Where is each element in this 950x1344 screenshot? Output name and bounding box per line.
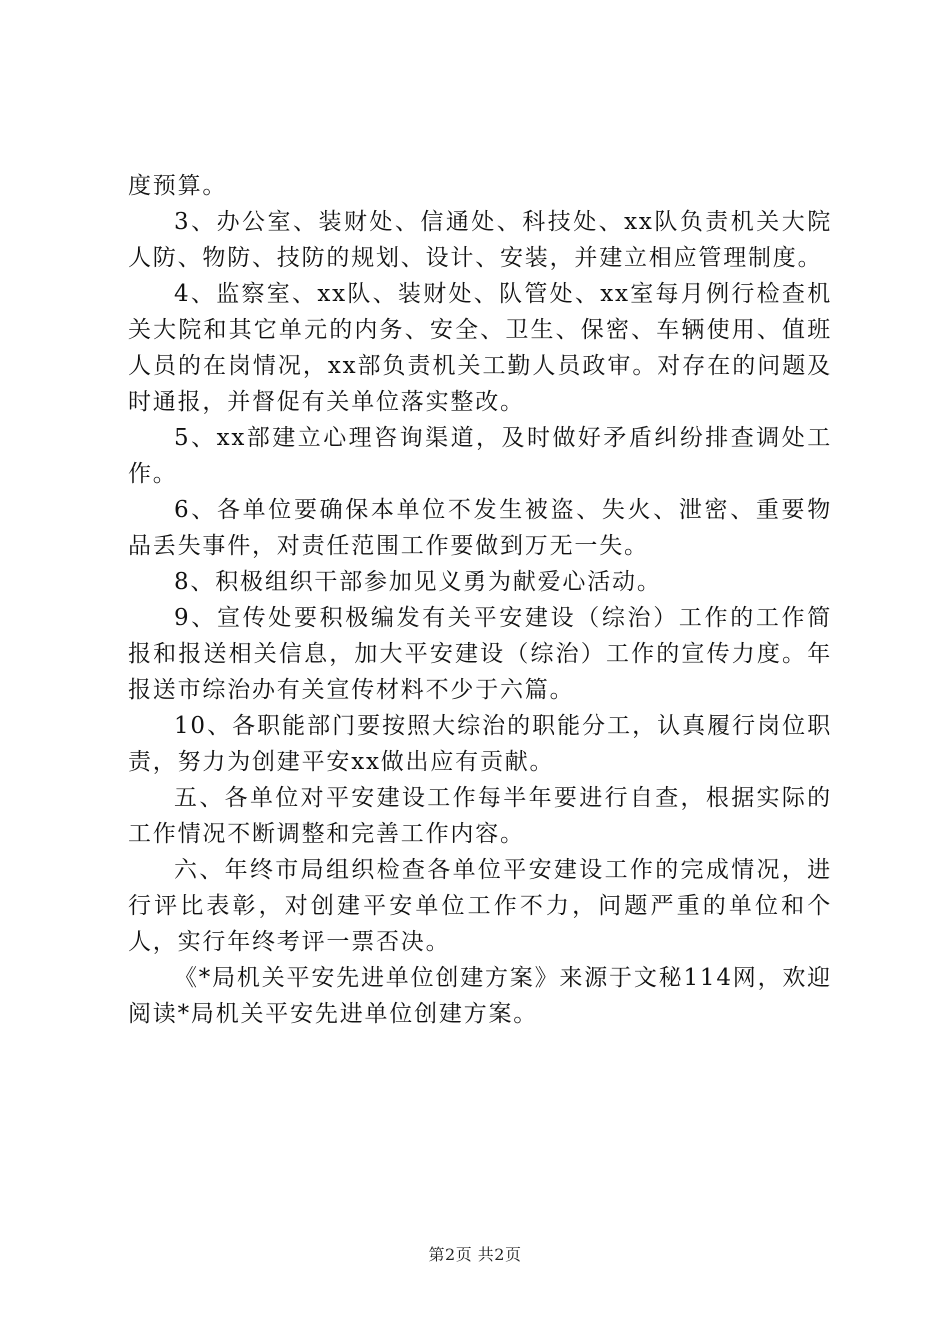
page-number-footer: 第2页 共2页 [428,1245,522,1264]
paragraph-item-8: 8、积极组织干部参加见义勇为献爱心活动。 [174,569,662,595]
paragraph-source-note: 《*局机关平安先进单位创建方案》来源于文秘114网，欢迎阅读*局机关平安先进单位创建方案。 [128,965,832,1027]
paragraph-item-5: 5、xx部建立心理咨询渠道，及时做好矛盾纠纷排查调处工作。 [128,425,832,487]
paragraph-continued: 度预算。 [128,173,228,199]
paragraph-item-6: 6、各单位要确保本单位不发生被盗、失火、泄密、重要物品丢失事件，对责任范围工作要做到万无一失。 [128,497,832,559]
paragraph-item-4: 4、监察室、xx队、装财处、队管处、xx室每月例行检查机关大院和其它单元的内务、安全、卫生、保密、车辆使用、值班人员的在岗情况，xx部负责机关工勤人员政审。对存在的问题及时通报，并督促有关单位落实整改。 [128,281,832,415]
paragraph-item-10: 10、各职能部门要按照大综治的职能分工，认真履行岗位职责，努力为创建平安xx做出应有贡献。 [128,713,832,775]
paragraph-item-3: 3、办公室、装财处、信通处、科技处、xx队负责机关大院人防、物防、技防的规划、设计、安装，并建立相应管理制度。 [128,209,832,271]
paragraph-section-6: 六、年终市局组织检查各单位平安建设工作的完成情况，进行评比表彰，对创建平安单位工作不力，问题严重的单位和个人，实行年终考评一票否决。 [128,857,832,955]
paragraph-section-5: 五、各单位对平安建设工作每半年要进行自查，根据实际的工作情况不断调整和完善工作内容。 [128,785,832,847]
paragraph-item-9: 9、宣传处要积极编发有关平安建设（综治）工作的工作简报和报送相关信息，加大平安建设（综治）工作的宣传力度。年报送市综治办有关宣传材料不少于六篇。 [128,605,832,703]
document-body [128,168,832,1032]
